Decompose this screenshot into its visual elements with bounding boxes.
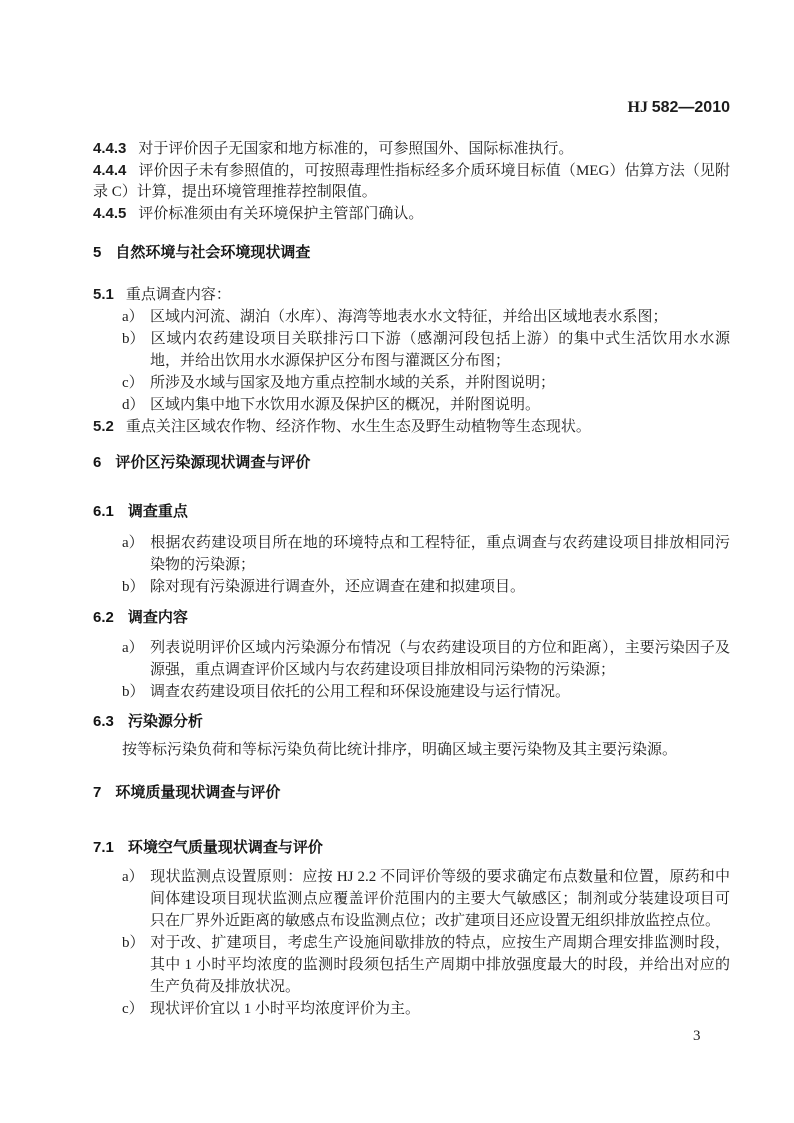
section-title: 污染源分析 bbox=[127, 713, 203, 730]
section-title: 自然环境与社会环境现状调查 bbox=[115, 244, 311, 261]
item-text: 列表说明评价区域内污染源分布情况（与农药建设项目的方位和距离），主要污染因子及源强，重点调查评价区域内与农药建设项目排放相同污染物的污染源； bbox=[150, 640, 730, 678]
section-number: 6.3 bbox=[93, 713, 114, 730]
item-label: a） bbox=[122, 640, 144, 656]
item-text: 对于改、扩建项目，考虑生产设施间歇排放的特点，应按生产周期合理安排监测时段，其中 1 小时平均浓度的监测时段须包括生产周期中排放强度最大的时段，并给出对应的生产负荷及排放状况。 bbox=[150, 935, 730, 995]
section-title: 调查重点 bbox=[127, 503, 188, 520]
list-item-b bbox=[93, 328, 730, 372]
section-7-1-items bbox=[93, 866, 730, 1020]
clause-number: 4.4.5 bbox=[93, 205, 127, 222]
clause-number: 4.4.3 bbox=[93, 140, 127, 157]
clause-text: 对于评价因子无国家和地方标准的，可参照国外、国际标准执行。 bbox=[138, 141, 574, 157]
list-item-b bbox=[93, 576, 730, 598]
section-6-1-items bbox=[93, 532, 730, 598]
section-number: 6.1 bbox=[93, 503, 114, 520]
section-number: 6.2 bbox=[93, 609, 114, 626]
item-text: 现状监测点设置原则：应按 HJ 2.2 不同评价等级的要求确定布点数量和位置，原药和中间体建设项目现状监测点应覆盖评价范围内的主要大气敏感区；制剂或分装建设项目可只在厂界外近距离的敏感点布设监测点位；改扩建项目还应设置无组织排放监控点位。 bbox=[150, 869, 730, 929]
clauses-4-4 bbox=[93, 138, 730, 225]
item-text: 区域内集中地下水饮用水源及保护区的概况，并附图说明。 bbox=[150, 397, 541, 413]
section-7 bbox=[93, 782, 730, 1020]
section-6-3-paragraph: 按等标污染负荷和等标污染负荷比统计排序，明确区域主要污染物及其主要污染源。 bbox=[122, 742, 678, 758]
item-label: a） bbox=[122, 535, 144, 551]
section-5 bbox=[93, 242, 730, 438]
section-title: 环境空气质量现状调查与评价 bbox=[127, 839, 323, 856]
item-text: 调查农药建设项目依托的公用工程和环保设施建设与运行情况。 bbox=[150, 684, 571, 700]
clause-text: 重点调查内容： bbox=[125, 287, 231, 303]
list-item-c bbox=[93, 372, 730, 394]
clause-4-4-4 bbox=[93, 160, 730, 203]
section-6-2-items bbox=[93, 637, 730, 703]
clause-text: 评价标准须由有关环境保护主管部门确认。 bbox=[138, 206, 424, 222]
item-label: d） bbox=[122, 397, 145, 413]
standard-code-prefix: HJ bbox=[627, 99, 648, 116]
section-6 bbox=[93, 452, 730, 761]
clause-5-1 bbox=[93, 284, 730, 306]
list-item-a bbox=[93, 532, 730, 576]
clause-number: 4.4.4 bbox=[93, 162, 127, 179]
section-title: 评价区污染源现状调查与评价 bbox=[115, 454, 311, 471]
item-text: 所涉及水域与国家及地方重点控制水域的关系，并附图说明； bbox=[150, 375, 556, 391]
item-label: c） bbox=[122, 1001, 144, 1017]
item-label: a） bbox=[122, 869, 144, 885]
item-label: b） bbox=[122, 684, 145, 700]
item-text: 除对现有污染源进行调查外，还应调查在建和拟建项目。 bbox=[150, 579, 526, 595]
list-item-c bbox=[93, 998, 730, 1020]
clause-4-4-5 bbox=[93, 203, 730, 225]
list-item-a bbox=[93, 866, 730, 932]
list-item-a bbox=[93, 306, 730, 328]
item-text: 区域内农药建设项目关联排污口下游（感潮河段包括上游）的集中式生活饮用水水源地，并给出饮用水水源保护区分布图与灌溉区分布图； bbox=[150, 331, 730, 369]
section-number: 7.1 bbox=[93, 839, 114, 856]
item-text: 根据农药建设项目所在地的环境特点和工程特征，重点调查与农药建设项目排放相同污染物的污染源； bbox=[150, 535, 730, 573]
section-5-heading bbox=[93, 242, 730, 264]
item-text: 区域内河流、湖泊（水库）、海湾等地表水水文特征，并给出区域地表水系图； bbox=[150, 309, 668, 325]
section-6-1-heading bbox=[93, 501, 730, 523]
clause-4-4-3 bbox=[93, 138, 730, 160]
list-item-b bbox=[93, 932, 730, 998]
section-7-1-heading bbox=[93, 837, 730, 859]
clause-number: 5.2 bbox=[93, 418, 114, 435]
page-number: 3 bbox=[693, 1028, 701, 1044]
item-label: b） bbox=[122, 935, 145, 951]
section-7-heading bbox=[93, 782, 730, 804]
section-title: 环境质量现状调查与评价 bbox=[115, 784, 281, 801]
section-number: 7 bbox=[93, 784, 102, 801]
clause-text: 评价因子未有参照值的，可按照毒理性指标经多介质环境目标值（MEG）估算方法（见附录 C）计算，提出环境管理推荐控制限值。 bbox=[93, 163, 730, 200]
section-6-3-heading bbox=[93, 711, 730, 733]
item-label: c） bbox=[122, 375, 144, 391]
item-text: 现状评价宜以 1 小时平均浓度评价为主。 bbox=[150, 1001, 421, 1017]
standard-code-number: 582—2010 bbox=[651, 99, 730, 116]
item-label: b） bbox=[122, 579, 145, 595]
section-title: 调查内容 bbox=[127, 609, 188, 626]
list-item-b bbox=[93, 681, 730, 703]
item-label: a） bbox=[122, 309, 144, 325]
section-number: 6 bbox=[93, 454, 102, 471]
clause-number: 5.1 bbox=[93, 286, 114, 303]
section-6-2-heading bbox=[93, 607, 730, 629]
clause-text: 重点关注区域农作物、经济作物、水生生态及野生动植物等生态现状。 bbox=[125, 419, 591, 435]
list-item-d bbox=[93, 394, 730, 416]
section-6-heading bbox=[93, 452, 730, 474]
item-label: b） bbox=[122, 331, 145, 347]
page-header bbox=[93, 98, 730, 118]
clause-5-2 bbox=[93, 416, 730, 438]
list-item-a bbox=[93, 637, 730, 681]
section-number: 5 bbox=[93, 244, 102, 261]
